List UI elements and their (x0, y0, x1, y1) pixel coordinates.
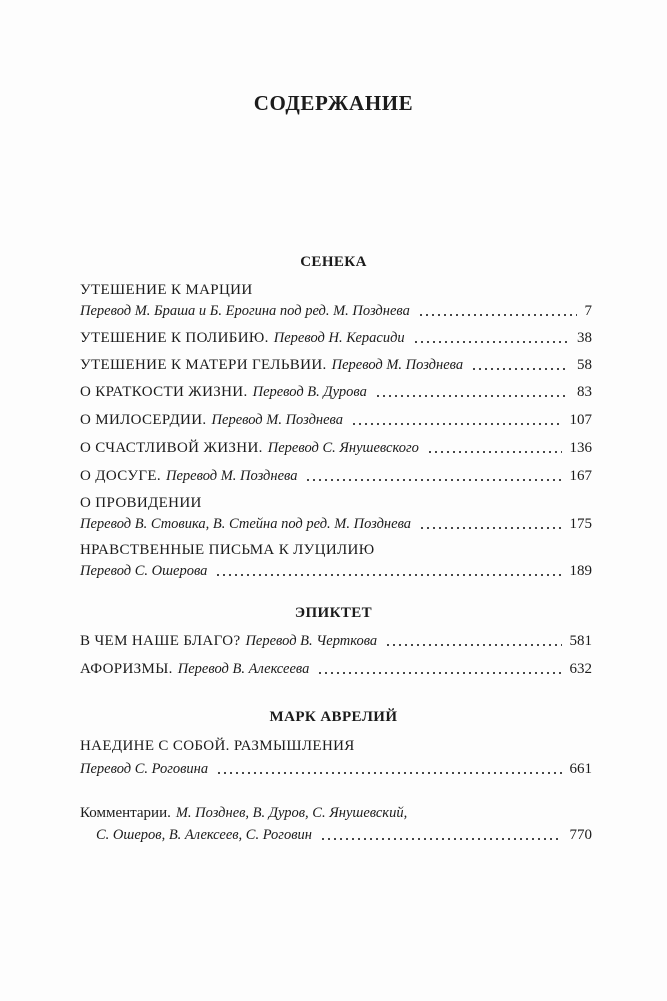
dot-leader (215, 561, 561, 581)
toc-entry (80, 328, 592, 348)
section-author-marcus-aurelius: МАРК АВРЕЛИЙ (269, 709, 398, 725)
toc-entry-translator: Перевод С. Ошерова (80, 563, 208, 579)
comments-authors: М. Позднев, В. Дуров, С. Янушевский, (175, 805, 408, 821)
dot-leader (375, 382, 569, 402)
page-number: 107 (569, 412, 592, 428)
page-number: 167 (569, 468, 592, 484)
toc-entry-title: О ПРОВИДЕНИИ (80, 495, 202, 511)
dot-leader (351, 410, 562, 430)
toc-entry-title: АФОРИЗМЫ. (80, 661, 173, 677)
toc-entry-title-line (80, 736, 592, 756)
toc-entry-title: УТЕШЕНИЕ К МАТЕРИ ГЕЛЬВИИ. (80, 357, 327, 373)
comments-authors: С. Ошеров, В. Алексеев, С. Роговин (96, 827, 312, 843)
section-author-epictetus: ЭПИКТЕТ (294, 605, 373, 621)
page-number: 136 (569, 440, 592, 456)
page-number: 632 (569, 661, 592, 677)
toc-entry (80, 410, 592, 430)
toc-entry-title: В ЧЕМ НАШЕ БЛАГО? (80, 633, 241, 649)
page-number: 770 (569, 827, 592, 843)
page-number: 58 (577, 357, 592, 373)
toc-entry-translator: Перевод М. Браша и Б. Ерогина под ред. М. Позднева (80, 303, 410, 319)
toc-entry (80, 631, 592, 651)
toc-entry (80, 355, 592, 375)
toc-entry-title: НРАВСТВЕННЫЕ ПИСЬМА К ЛУЦИЛИЮ (80, 542, 375, 558)
dot-leader (320, 825, 562, 845)
toc-entry (80, 561, 592, 581)
comments-label: Комментарии. (80, 805, 171, 821)
page-number: 581 (569, 633, 592, 649)
toc-entry (80, 438, 592, 458)
toc-entry-translator: Перевод М. Позднева (166, 468, 298, 484)
dot-leader (385, 631, 561, 651)
page-number: 189 (569, 563, 592, 579)
toc-entry-translator: Перевод Н. Керасиди (273, 330, 405, 346)
toc-entry-title-line (80, 493, 592, 513)
comments-entry (96, 825, 592, 845)
toc-entry-title: О СЧАСТЛИВОЙ ЖИЗНИ. (80, 440, 263, 456)
toc-entry-title: О КРАТКОСТИ ЖИЗНИ. (80, 384, 248, 400)
toc-entry-translator: Перевод В. Черткова (245, 633, 378, 649)
toc-entry (80, 659, 592, 679)
toc-entry-translator: Перевод М. Позднева (211, 412, 343, 428)
section-author-seneca: СЕНЕКА (300, 254, 367, 270)
toc-entry-title: О МИЛОСЕРДИИ. (80, 412, 207, 428)
dot-leader (418, 301, 577, 321)
page-title: СОДЕРЖАНИЕ (253, 91, 414, 115)
toc-entry (80, 382, 592, 402)
toc-entry-translator: Перевод В. Алексеева (177, 661, 310, 677)
toc-entry (80, 301, 592, 321)
toc-entry-title-line (80, 540, 592, 560)
toc-entry-title: УТЕШЕНИЕ К ПОЛИБИЮ. (80, 330, 269, 346)
toc-entry-title: УТЕШЕНИЕ К МАРЦИИ (80, 282, 253, 298)
toc-entry-translator: Перевод С. Роговина (80, 761, 209, 777)
dot-leader (317, 659, 561, 679)
toc-entry-translator: Перевод В. Дурова (252, 384, 367, 400)
dot-leader (216, 759, 561, 779)
toc-entry-title: НАЕДИНЕ С СОБОЙ. РАЗМЫШЛЕНИЯ (80, 738, 355, 754)
dot-leader (413, 328, 569, 348)
toc-entry-translator: Перевод С. Янушевского (267, 440, 419, 456)
toc-entry-title: О ДОСУГЕ. (80, 468, 161, 484)
toc-entry-translator: Перевод М. Позднева (331, 357, 464, 373)
dot-leader (419, 514, 561, 534)
page-number: 83 (577, 384, 592, 400)
toc-entry-translator: Перевод В. Стовика, В. Стейна под ред. М. Позднева (80, 516, 412, 532)
dot-leader (305, 466, 561, 486)
page-number: 661 (569, 761, 592, 777)
toc-entry (80, 466, 592, 486)
page-number: 38 (577, 330, 592, 346)
dot-leader (427, 438, 562, 458)
dot-leader (471, 355, 569, 375)
comments-entry-line1 (80, 803, 592, 823)
toc-entry (80, 514, 592, 534)
toc-entry (80, 759, 592, 779)
page-number: 175 (569, 516, 592, 532)
toc-entry-title-line (80, 280, 592, 300)
page-number: 7 (584, 303, 592, 319)
